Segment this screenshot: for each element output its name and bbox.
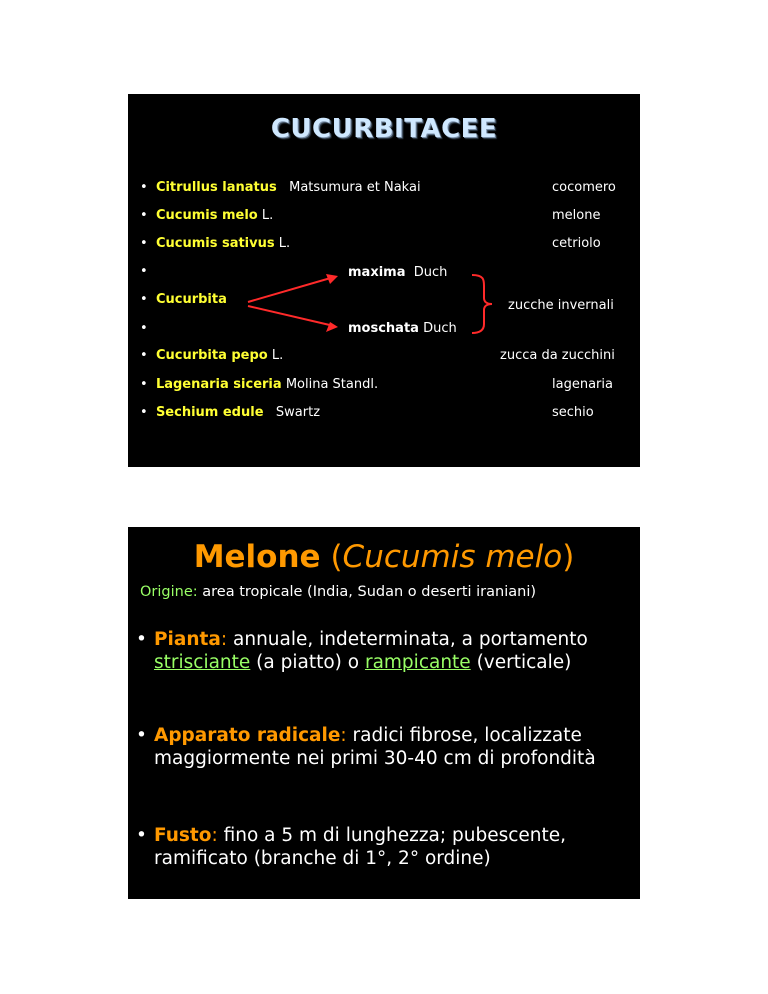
- arrow-to-maxima: [248, 277, 334, 302]
- bullet: •: [140, 208, 148, 223]
- genus-name: Cucurbita: [155, 292, 227, 307]
- fusto-line1: fino a 5 m di lunghezza; pubescente,: [223, 825, 567, 846]
- title-bold: Melone: [193, 539, 321, 575]
- origin-text: area tropicale (India, Sudan o deserti iraniani): [197, 584, 537, 600]
- term-separator: :: [220, 629, 234, 650]
- list-item: [140, 377, 378, 392]
- pianta-term: Pianta: [154, 629, 221, 650]
- pianta-end: (verticale): [470, 652, 572, 673]
- apparato-paragraph: [136, 724, 636, 770]
- group-label: zucche invernali: [508, 298, 614, 313]
- origin-line: [140, 584, 536, 600]
- brace-icon: [472, 275, 492, 333]
- species-author: L.: [271, 348, 284, 363]
- title-italic: Cucumis melo: [342, 539, 563, 575]
- bullet: •: [140, 321, 148, 336]
- apparato-line1: radici fibrose, localizzate: [352, 725, 582, 746]
- species-author: L.: [261, 208, 274, 223]
- pianta-paragraph: [136, 628, 636, 674]
- common-name: melone: [552, 208, 601, 223]
- slide-cucurbitacee: [128, 94, 640, 467]
- species-name: Citrullus lanatus: [155, 180, 277, 195]
- bullet: •: [140, 405, 148, 420]
- bullet: •: [140, 236, 148, 251]
- species-name: Cucumis sativus: [155, 236, 275, 251]
- species-name: Cucurbita pepo: [155, 348, 268, 363]
- apparato-line2: maggiormente nei primi 30-40 cm di profondità: [154, 748, 596, 769]
- slide1-title: CUCURBITACEE: [270, 114, 498, 144]
- species-epithet: moschata: [348, 321, 419, 336]
- fusto-line2: ramificato (branche di 1°, 2° ordine): [154, 848, 491, 869]
- link-strisciante: strisciante: [154, 652, 251, 673]
- apparato-term: Apparato radicale: [154, 725, 341, 746]
- species-name: Sechium edule: [155, 405, 264, 420]
- pianta-line1: annuale, indeterminata, a portamento: [233, 629, 588, 650]
- title-close: ): [562, 539, 575, 575]
- species-epithet: maxima: [348, 265, 406, 280]
- common-name: sechio: [552, 405, 594, 420]
- species-author: Matsumura et Nakai: [289, 180, 421, 195]
- fusto-term: Fusto: [154, 825, 212, 846]
- species-name: Cucumis melo: [155, 208, 258, 223]
- pianta-line2: [136, 651, 636, 674]
- common-name: zucca da zucchini: [500, 348, 615, 363]
- fusto-paragraph: [136, 824, 636, 870]
- bullet: •: [140, 292, 148, 307]
- species-author: Swartz: [275, 405, 321, 420]
- bullet: •: [136, 825, 147, 846]
- pianta-mid: (a piatto) o: [250, 652, 365, 673]
- bullet: •: [136, 629, 147, 650]
- origin-label: Origine:: [140, 584, 198, 600]
- bullet: •: [140, 264, 148, 279]
- bullet: •: [140, 180, 148, 195]
- common-name: cocomero: [552, 180, 616, 195]
- bullet: •: [136, 725, 147, 746]
- slide-melone: [128, 527, 640, 899]
- title-open: (: [320, 539, 343, 575]
- species-author: Duch: [423, 321, 457, 336]
- common-name: lagenaria: [552, 377, 613, 392]
- bullet: •: [140, 377, 148, 392]
- slide2-title: [128, 539, 640, 575]
- term-separator: :: [340, 725, 353, 746]
- term-separator: :: [211, 825, 224, 846]
- link-rampicante: rampicante: [364, 652, 471, 673]
- species-name: Lagenaria siceria: [155, 377, 282, 392]
- arrow-head-icon: [326, 322, 338, 332]
- bullet: •: [140, 348, 148, 363]
- common-name: cetriolo: [552, 236, 601, 251]
- species-author: Duch: [413, 265, 448, 280]
- species-author: L.: [278, 236, 291, 251]
- arrow-to-moschata: [248, 306, 334, 326]
- species-author: Molina Standl.: [285, 377, 379, 392]
- list-item: [140, 405, 320, 420]
- list-item: [140, 348, 283, 363]
